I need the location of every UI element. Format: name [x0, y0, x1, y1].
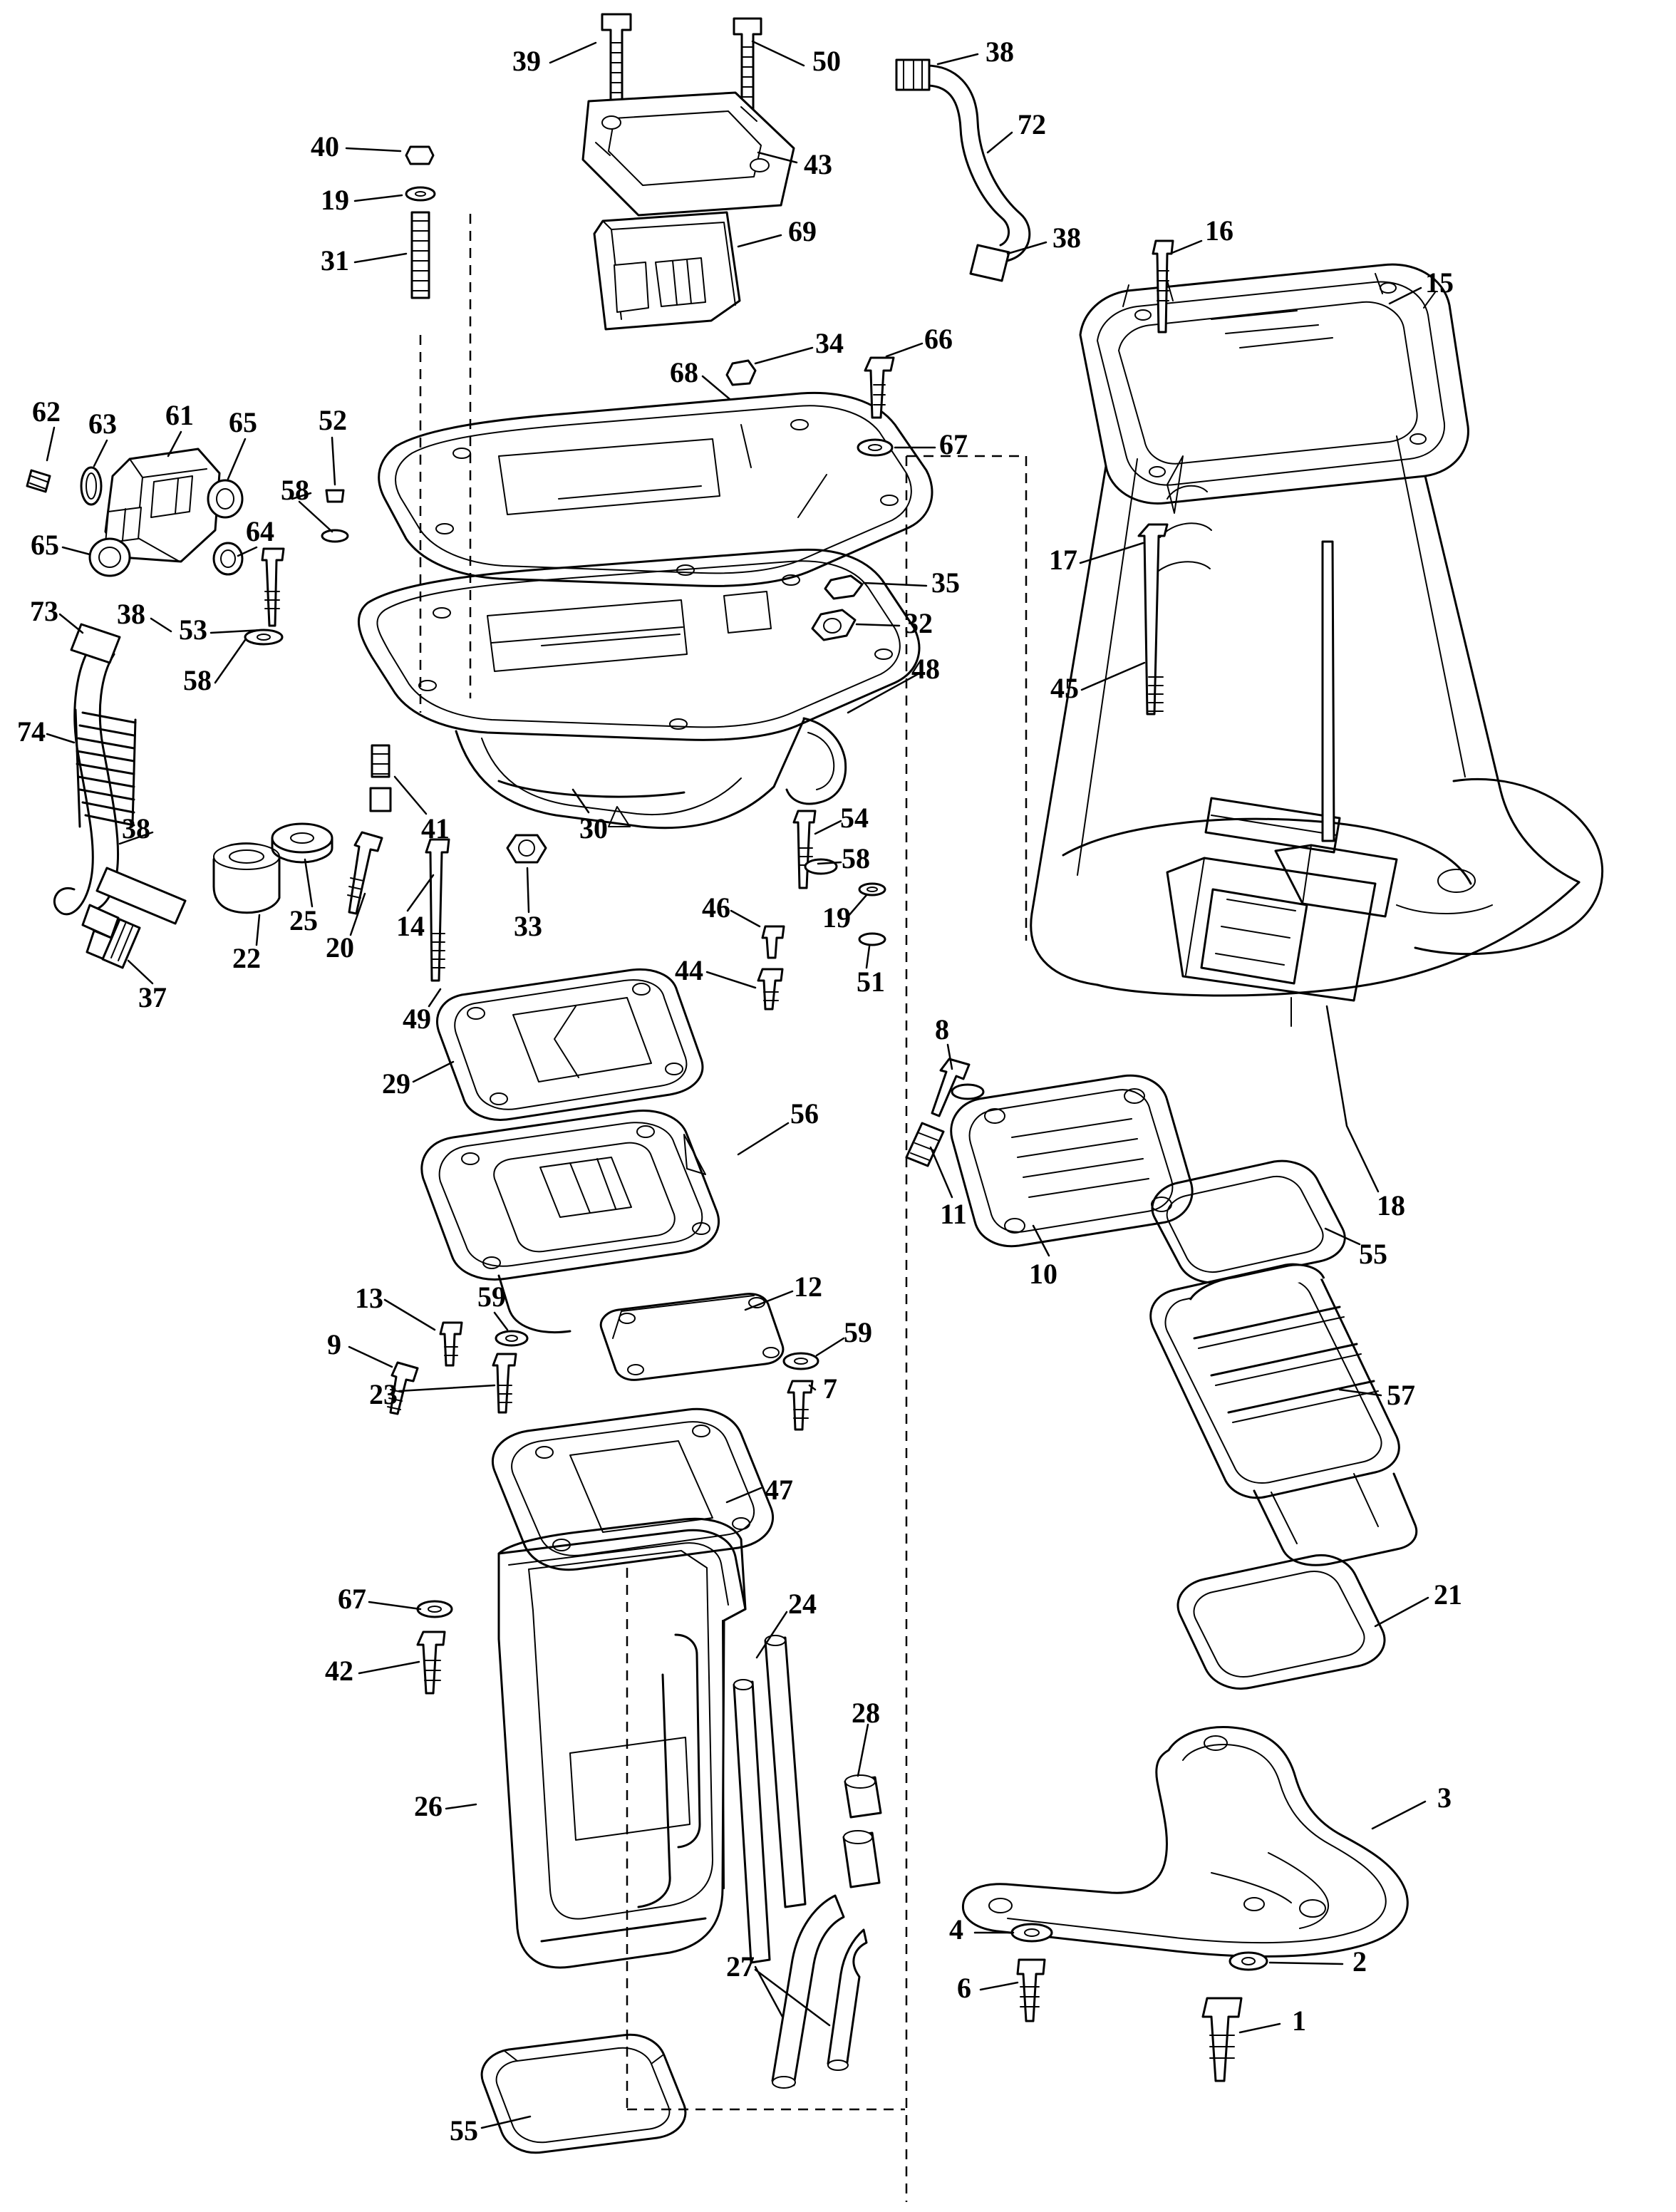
callout-32: 32 — [904, 607, 933, 639]
part-63-seal — [81, 467, 101, 505]
part-29-gasket — [438, 969, 703, 1120]
callout-65-b: 65 — [31, 529, 59, 561]
part-33-nut — [507, 835, 546, 862]
callout-59-a: 59 — [477, 1281, 506, 1313]
callout-53: 53 — [179, 614, 207, 646]
callout-24: 24 — [788, 1588, 817, 1620]
part-31-stud — [412, 212, 429, 298]
callout-45: 45 — [1050, 672, 1079, 704]
callout-41: 41 — [421, 812, 450, 844]
part-53-bolt — [262, 549, 284, 626]
part-67-washer-b — [418, 1601, 452, 1617]
part-54-bolt — [794, 811, 815, 888]
callout-67-a: 67 — [939, 428, 968, 460]
callout-55-a: 55 — [1359, 1238, 1387, 1270]
callout-59-b: 59 — [844, 1316, 872, 1348]
part-56-adapter — [422, 1111, 719, 1333]
callout-37: 37 — [138, 981, 167, 1013]
callout-62: 62 — [32, 396, 61, 428]
callout-26: 26 — [414, 1790, 443, 1822]
part-41-stud — [371, 745, 390, 811]
callout-51: 51 — [857, 966, 885, 998]
part-34-nut — [727, 361, 755, 385]
callout-50: 50 — [812, 45, 841, 77]
part-58-washer-b — [245, 630, 282, 644]
part-1-bolt — [1203, 1998, 1241, 2081]
callout-7: 7 — [823, 1373, 837, 1405]
part-57-exhaust-tube — [1151, 1264, 1417, 1565]
callout-49: 49 — [403, 1003, 431, 1035]
part-62-screw — [27, 470, 50, 492]
part-52-screw-head — [326, 490, 343, 502]
callout-16: 16 — [1205, 215, 1233, 247]
callout-19-b: 19 — [822, 901, 851, 934]
part-14-bolt — [426, 839, 449, 981]
callout-40: 40 — [311, 130, 339, 162]
callout-55-b: 55 — [450, 2114, 478, 2146]
part-42-bolt — [418, 1632, 445, 1693]
callout-57: 57 — [1387, 1379, 1415, 1411]
callout-11: 11 — [940, 1198, 967, 1230]
part-44-bolt — [758, 969, 782, 1009]
part-13-bolt — [440, 1323, 462, 1365]
callout-58-b: 58 — [183, 664, 212, 696]
callout-52: 52 — [319, 404, 347, 436]
part-28-grommets — [844, 1775, 881, 1887]
callout-15: 15 — [1425, 267, 1454, 299]
callout-42: 42 — [325, 1655, 353, 1687]
callout-38-b: 38 — [1052, 222, 1081, 254]
callout-38-c: 38 — [117, 598, 145, 630]
part-25-washer — [272, 824, 332, 862]
part-67-washer-top — [858, 440, 892, 455]
callout-54: 54 — [840, 802, 869, 834]
part-3-bracket — [963, 1727, 1407, 1957]
part-24-tube-b — [734, 1680, 770, 1963]
callout-21: 21 — [1434, 1578, 1462, 1611]
callout-28: 28 — [852, 1697, 880, 1729]
callout-10: 10 — [1029, 1258, 1057, 1290]
callout-72: 72 — [1018, 108, 1046, 140]
callout-48: 48 — [911, 653, 940, 685]
callout-33: 33 — [514, 910, 542, 942]
callout-1: 1 — [1292, 2005, 1306, 2037]
callout-61: 61 — [165, 399, 194, 431]
part-24-tube-a — [765, 1635, 805, 1907]
callout-25: 25 — [289, 904, 318, 936]
callout-38-d: 38 — [122, 812, 150, 844]
callout-44: 44 — [675, 954, 703, 986]
callout-19-a: 19 — [321, 184, 349, 216]
callout-39: 39 — [512, 45, 541, 77]
callout-2: 2 — [1352, 1945, 1367, 1978]
part-59-washer-a — [496, 1331, 527, 1345]
part-19-washer-b — [859, 884, 885, 895]
callout-58-a: 58 — [281, 474, 309, 506]
callout-69: 69 — [788, 215, 817, 247]
part-69-module — [594, 212, 740, 329]
callout-43: 43 — [804, 148, 832, 180]
callout-67-b: 67 — [338, 1583, 366, 1615]
part-40-nut — [406, 147, 433, 164]
callout-30: 30 — [579, 812, 608, 844]
callout-66: 66 — [924, 323, 953, 355]
callout-18: 18 — [1377, 1189, 1405, 1221]
callout-12: 12 — [794, 1271, 822, 1303]
part-20-bolt — [348, 832, 382, 914]
callout-47: 47 — [765, 1474, 793, 1506]
part-35-screw — [825, 576, 862, 599]
callout-65-a: 65 — [229, 406, 257, 438]
part-72-hose — [896, 60, 1030, 281]
part-65-seal-lower — [90, 539, 130, 576]
part-32-nut — [812, 610, 855, 640]
part-59-washer-b — [784, 1353, 818, 1369]
callout-9: 9 — [327, 1328, 341, 1360]
part-74-spring — [76, 710, 135, 827]
callout-23: 23 — [369, 1378, 398, 1410]
callout-46: 46 — [702, 891, 730, 924]
part-4-washer — [1012, 1924, 1052, 1941]
part-65-seal-upper — [208, 480, 242, 517]
part-15-upper-housing — [1031, 264, 1603, 1001]
callout-73: 73 — [30, 595, 58, 627]
part-12-plate — [601, 1294, 783, 1380]
part-7-bolt — [788, 1381, 812, 1430]
leader-lines — [47, 41, 1428, 2128]
callout-14: 14 — [396, 910, 425, 942]
part-23-bolt — [493, 1354, 516, 1412]
callout-3: 3 — [1437, 1782, 1452, 1814]
callout-56: 56 — [790, 1097, 819, 1130]
callout-13: 13 — [355, 1282, 383, 1314]
callout-29: 29 — [382, 1068, 410, 1100]
part-19-washer — [406, 187, 435, 200]
callout-64: 64 — [246, 515, 274, 547]
callout-68: 68 — [670, 356, 698, 388]
callout-22: 22 — [232, 942, 261, 974]
callout-35: 35 — [931, 567, 960, 599]
callout-8: 8 — [935, 1013, 949, 1045]
callout-20: 20 — [326, 931, 354, 963]
part-21-gasket — [1178, 1555, 1385, 1688]
part-66-bolt — [865, 358, 894, 418]
callout-31: 31 — [321, 244, 349, 276]
callout-38-a: 38 — [986, 36, 1014, 68]
callout-63: 63 — [88, 408, 117, 440]
part-26-driveshaft-housing — [499, 1519, 745, 1968]
part-58-washer-a — [322, 530, 348, 542]
callout-4: 4 — [949, 1913, 963, 1945]
part-58-washer-c — [805, 859, 837, 874]
part-2-washer — [1230, 1953, 1267, 1970]
part-6-bolt — [1018, 1960, 1045, 2021]
part-55-gasket-bottom — [482, 2035, 686, 2153]
callout-6: 6 — [957, 1972, 971, 2004]
callout-74: 74 — [17, 715, 46, 748]
part-64-seal — [214, 543, 242, 574]
callout-27: 27 — [726, 1950, 755, 1983]
callout-17: 17 — [1049, 544, 1077, 576]
part-17-45-long-bolt — [1139, 524, 1167, 714]
part-39-bolt — [602, 14, 631, 108]
part-73-74-hose-spring — [54, 624, 185, 968]
part-27-tube-bent — [772, 1896, 867, 2088]
part-22-plug — [214, 844, 279, 913]
callout-34: 34 — [815, 327, 844, 359]
callout-58-c: 58 — [842, 842, 870, 874]
